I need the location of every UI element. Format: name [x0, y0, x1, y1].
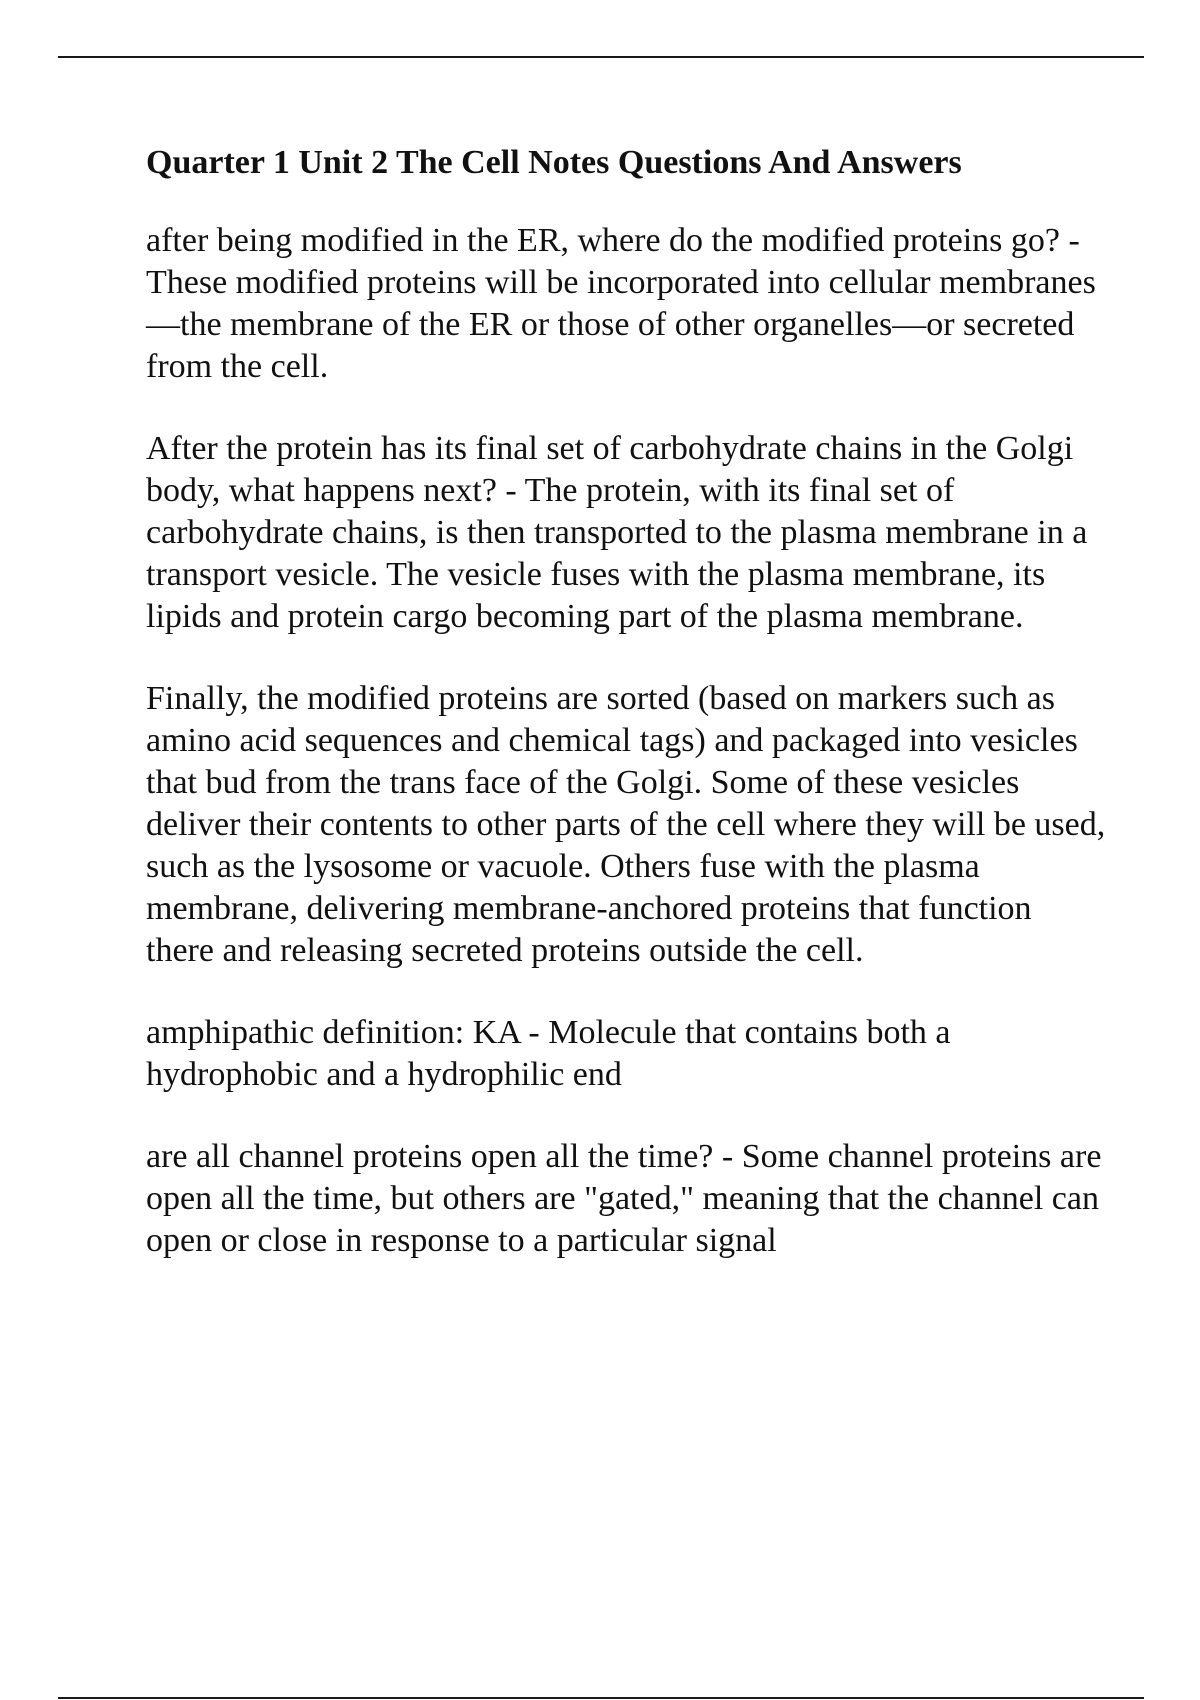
top-divider	[58, 56, 1144, 58]
bottom-divider	[58, 1697, 1144, 1699]
document-body	[146, 142, 1106, 1302]
paragraph-protein-sorting: Finally, the modified proteins are sorted (based on markers such as amino acid sequences and chemical tags) and packaged into vesicles that bud from the trans face of the Golgi. Some of these vesicles deliver their contents to other parts of the cell where they will be used, such as the lysosome or vacuole. Others fuse with the plasma membrane, delivering membrane-anchored proteins that function there and releasing secreted proteins outside the cell.	[146, 680, 1106, 969]
paragraph-er-modified-proteins: after being modified in the ER, where do the modified proteins go? - These modified proteins will be incorporated into cellular membranes—the membrane of the ER or those of other organelles—or secreted from the cell.	[146, 222, 1096, 385]
paragraph-golgi-next-step: After the protein has its final set of carbohydrate chains in the Golgi body, what happens next? - The protein, with its final set of carbohydrate chains, is then transported to the plasma membrane in a transport vesicle. The vesicle fuses with the plasma membrane, its lipids and protein cargo becoming part of the plasma membrane.	[146, 430, 1088, 635]
document-title: Quarter 1 Unit 2 The Cell Notes Questions And Answers	[146, 144, 962, 181]
paragraph-channel-proteins: are all channel proteins open all the time? - Some channel proteins are open all the time, but others are "gated," meaning that the channel can open or close in response to a particular signal	[146, 1138, 1102, 1259]
paragraph-amphipathic-definition: amphipathic definition: KA - Molecule that contains both a hydrophobic and a hydrophilic end	[146, 1014, 951, 1093]
